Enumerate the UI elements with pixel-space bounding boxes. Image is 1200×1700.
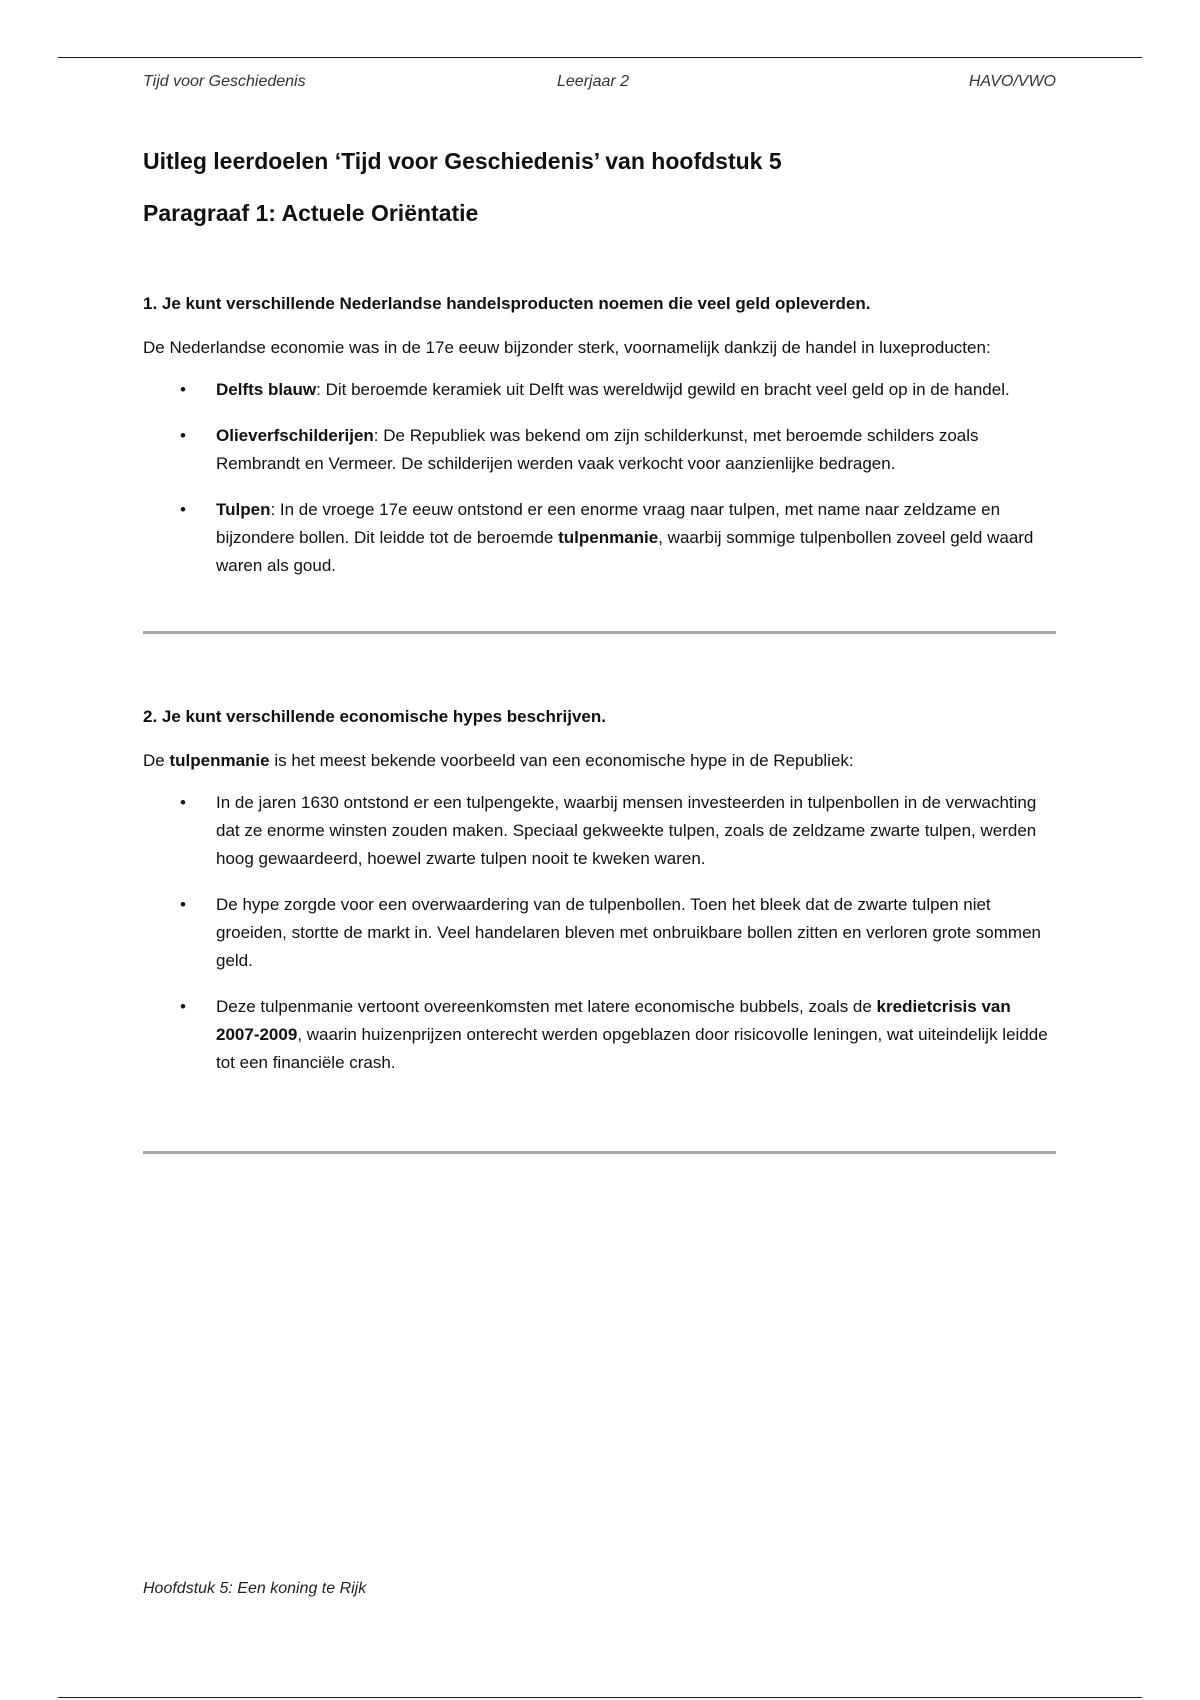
header-year: Leerjaar 2 bbox=[557, 73, 630, 90]
bullet-icon: • bbox=[180, 380, 186, 399]
goal-1-heading: 1. Je kunt verschillende Nederlandse handelsproducten noemen die veel geld opleverden. bbox=[143, 294, 871, 313]
emphasis-term: tulpenmanie bbox=[169, 751, 270, 770]
list-item bbox=[143, 993, 1056, 1077]
intro-text-end: is het meest bekende voorbeeld van een economische hype in de Republiek: bbox=[269, 751, 854, 770]
bullet-icon: • bbox=[180, 895, 186, 914]
emphasis-term: tulpenmanie bbox=[558, 528, 659, 547]
goal-1-list bbox=[143, 376, 1056, 580]
bullet-icon: • bbox=[180, 997, 186, 1016]
page-footer: Hoofdstuk 5: Een koning te Rijk bbox=[143, 1580, 367, 1597]
goal-2-intro bbox=[143, 747, 1056, 775]
item-text: De hype zorgde voor een overwaardering van de tulpenbollen. Toen het bleek dat de zwarte tulpen niet groeiden, stortte de markt in. Veel handelaren bleven met onbruikbare bollen zitten en verloren grote sommen geld. bbox=[216, 895, 1041, 970]
header-book-title: Tijd voor Geschiedenis bbox=[143, 73, 306, 90]
bottom-rule bbox=[58, 1697, 1142, 1698]
term: Tulpen bbox=[216, 500, 271, 519]
document-title: Uitleg leerdoelen ‘Tijd voor Geschiedenis’ van hoofdstuk 5 bbox=[143, 148, 782, 174]
learning-goal-2 bbox=[143, 705, 1056, 1077]
goal-1-intro: De Nederlandse economie was in de 17e eeuw bijzonder sterk, voornamelijk dankzij de handel in luxeproducten: bbox=[143, 338, 991, 357]
bullet-icon: • bbox=[180, 500, 186, 519]
section-divider bbox=[143, 631, 1056, 634]
list-item bbox=[143, 422, 1056, 478]
list-item bbox=[143, 376, 1056, 404]
bullet-icon: • bbox=[180, 426, 186, 445]
term-description: : In de vroege 17e eeuw ontstond er een enorme vraag naar tulpen, met name naar zeldzame en bijzondere bollen. Dit leidde tot de beroemde bbox=[216, 500, 1001, 547]
term: Delfts blauw bbox=[216, 380, 317, 399]
goal-2-heading: 2. Je kunt verschillende economische hypes beschrijven. bbox=[143, 707, 606, 726]
running-header bbox=[143, 73, 1056, 93]
item-text: Deze tulpenmanie vertoont overeenkomsten met latere economische bubbels, zoals de bbox=[216, 997, 877, 1016]
emphasis-term: kredietcrisis van 2007-2009 bbox=[216, 997, 1011, 1044]
section-title: Paragraaf 1: Actuele Oriëntatie bbox=[143, 200, 479, 226]
page-content bbox=[143, 145, 1056, 1154]
term: Olieverfschilderijen bbox=[216, 426, 374, 445]
bullet-icon: • bbox=[180, 793, 186, 812]
list-item bbox=[143, 789, 1056, 873]
item-text-end: , waarin huizenprijzen onterecht werden opgeblazen door risicovolle leningen, wat uiteindelijk leidde tot een financiële crash. bbox=[216, 1025, 1048, 1072]
list-item bbox=[143, 496, 1056, 580]
term-description: : Dit beroemde keramiek uit Delft was wereldwijd gewild en bracht veel geld op in de handel. bbox=[316, 380, 1010, 399]
header-level: HAVO/VWO bbox=[968, 73, 1056, 90]
section-divider bbox=[143, 1151, 1056, 1154]
top-rule bbox=[58, 57, 1142, 58]
term-description: : De Republiek was bekend om zijn schilderkunst, met beroemde schilders zoals Rembrandt en Vermeer. De schilderijen werden vaak verkocht voor aanzienlijke bedragen. bbox=[216, 426, 979, 473]
list-item bbox=[143, 891, 1056, 975]
item-text: In de jaren 1630 ontstond er een tulpengekte, waarbij mensen investeerden in tulpenbollen in de verwachting dat ze enorme winsten zouden maken. Speciaal gekweekte tulpen, zoals de zeldzame zwarte tulpen, werden hoog gewaardeerd, hoewel zwarte tulpen nooit te kweken waren. bbox=[216, 793, 1037, 868]
learning-goal-1 bbox=[143, 292, 1056, 580]
intro-text: De bbox=[143, 751, 170, 770]
goal-2-list bbox=[143, 789, 1056, 1077]
term-description-end: , waarbij sommige tulpenbollen zoveel geld waard waren als goud. bbox=[216, 528, 1034, 575]
